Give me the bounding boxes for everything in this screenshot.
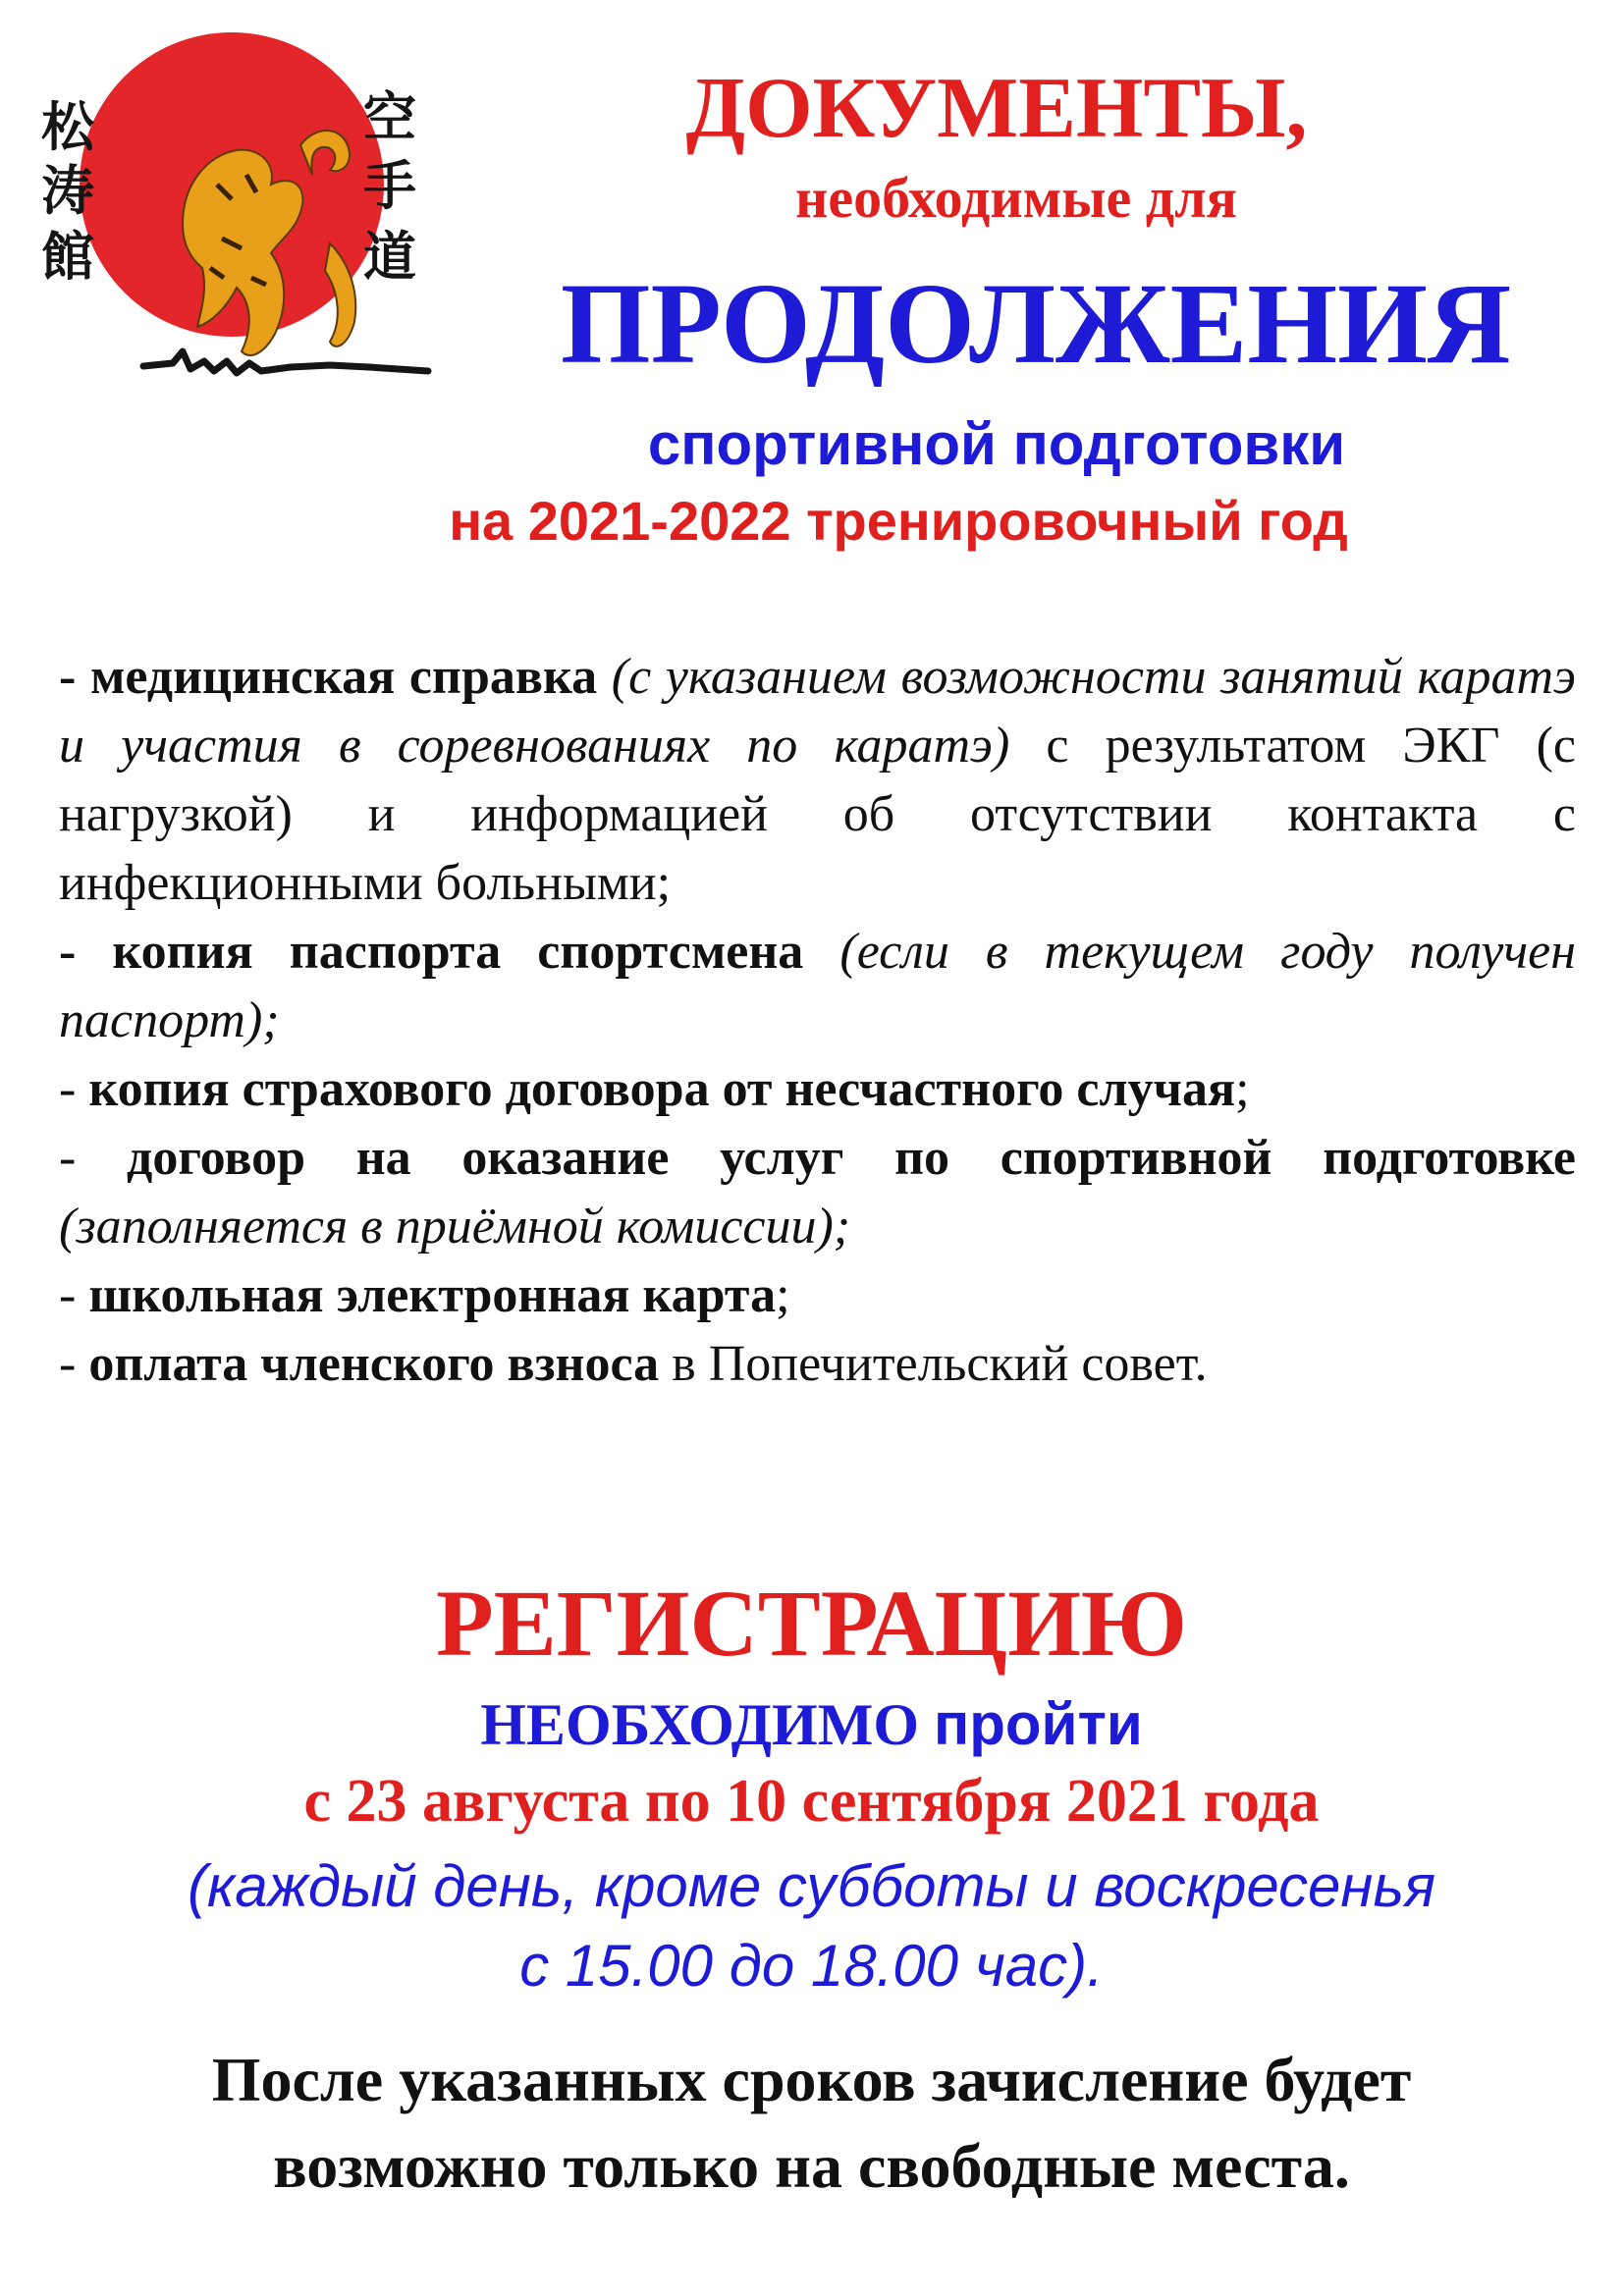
kanji-left-1: 松 (41, 96, 94, 158)
list-item (59, 643, 1576, 918)
item-note: (заполняется в приёмной комиссии); (59, 1199, 851, 1255)
registration-schedule-days: (каждый день, кроме субботы и воскресенья (187, 1853, 1436, 1919)
list-item (59, 918, 1576, 1055)
registration-subtitle (0, 1690, 1623, 1759)
list-dash: - (59, 1336, 77, 1392)
kanji-left-3: 館 (41, 226, 94, 288)
documents-list (59, 643, 1576, 1399)
kanji-right-3: 道 (363, 226, 416, 288)
item-title: копия паспорта спортсмена (112, 924, 804, 980)
list-item (59, 1261, 1576, 1330)
item-text: ; (1235, 1061, 1250, 1117)
header-title: ДОКУМЕНТЫ, (685, 61, 1308, 156)
list-dash: - (59, 1130, 77, 1186)
registration-required: НЕОБХОДИМО (480, 1692, 920, 1757)
item-title: школьная электронная карта (88, 1267, 777, 1323)
kanji-right-2: 手 (363, 155, 416, 217)
list-item (59, 1330, 1576, 1399)
registration-title: РЕГИСТРАЦИЮ (436, 1571, 1187, 1676)
header-line-training: спортивной подготовки (647, 411, 1346, 477)
registration-schedule-hours: с 15.00 до 18.00 час). (519, 1933, 1104, 1999)
registration-dates: с 23 августа по 10 сентября 2021 года (303, 1768, 1320, 1835)
item-title: договор на оказание услуг по спортивной подготовке (127, 1130, 1577, 1186)
brush-stroke-line (143, 351, 428, 373)
registration-pass: пройти (934, 1691, 1143, 1757)
item-note: (с указанием возможности занятий каратэ и участия в соревнованиях по каратэ) (59, 649, 1577, 774)
header-subtitle: необходимые для (794, 166, 1238, 230)
item-title: копия страхового договора от несчастного случая (88, 1061, 1236, 1117)
list-dash: - (59, 649, 77, 705)
item-text: в Попечительский совет. (672, 1336, 1208, 1392)
header-main-word: ПРОДОЛЖЕНИЯ (560, 259, 1512, 388)
item-title: медицинская справка (89, 649, 598, 705)
item-text: с результатом ЭКГ (с нагрузкой) и информацией об отсутствии контакта с инфекционными больными; (59, 718, 1576, 911)
item-text: ; (776, 1267, 790, 1323)
kanji-left-2: 涛 (41, 160, 94, 222)
list-dash: - (59, 924, 77, 980)
footer-note-line1: После указанных сроков зачисление будет (211, 2045, 1412, 2114)
footer-note-line2: возможно только на свободные места. (273, 2131, 1350, 2201)
header-line-year: на 2021-2022 тренировочный год (449, 490, 1348, 552)
list-item (59, 1055, 1576, 1124)
item-note: (если в текущем году получен паспорт); (59, 924, 1577, 1048)
list-dash: - (59, 1267, 77, 1323)
list-dash: - (59, 1061, 77, 1117)
item-title: оплата членского взноса (88, 1336, 660, 1392)
kanji-right-1: 空 (363, 86, 416, 148)
list-item (59, 1124, 1576, 1261)
